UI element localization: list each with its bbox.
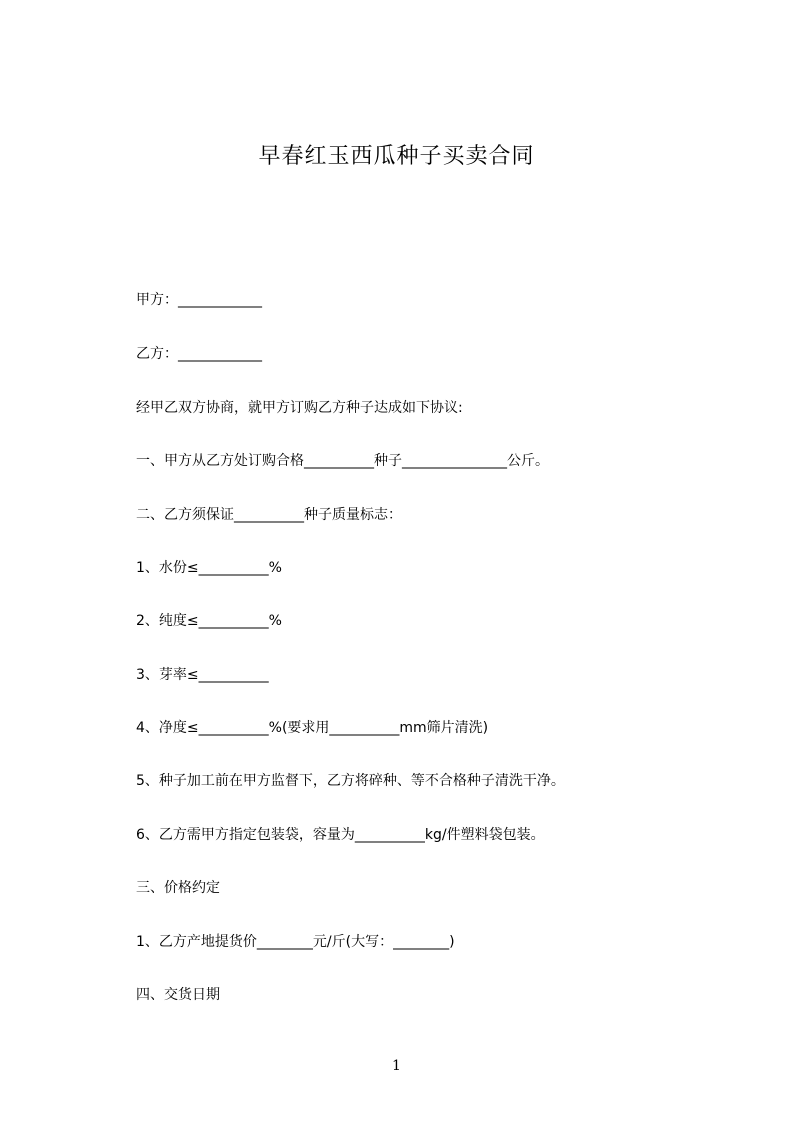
quality-germination: 3、芽率≤__________ — [136, 667, 269, 683]
document-title: 早春红玉西瓜种子买卖合同 — [258, 144, 535, 169]
quality-processing: 5、种子加工前在甲方监督下，乙方将碎种、等不合格种子清洗干净。 — [136, 773, 565, 789]
price-pickup: 1、乙方产地提货价________元/斤(大写：________) — [136, 934, 455, 950]
quality-purity: 2、纯度≤__________% — [136, 613, 282, 629]
clause-4-delivery: 四、交货日期 — [136, 987, 220, 1003]
page-number: 1 — [392, 1058, 401, 1074]
party-a-line: 甲方：____________ — [136, 292, 262, 308]
quality-packaging: 6、乙方需甲方指定包装袋，容量为__________kg/件塑料袋包装。 — [136, 827, 545, 843]
quality-moisture: 1、水份≤__________% — [136, 560, 282, 576]
agreement-intro: 经甲乙双方协商，就甲方订购乙方种子达成如下协议: — [136, 400, 463, 416]
clause-1-order: 一、甲方从乙方处订购合格__________种子_______________公斤。 — [136, 453, 549, 469]
clause-2-quality: 二、乙方须保证__________种子质量标志： — [136, 507, 402, 523]
party-b-line: 乙方：____________ — [136, 346, 262, 362]
clause-3-price: 三、价格约定 — [136, 880, 220, 896]
quality-cleanliness: 4、净度≤__________%(要求用__________mm筛片清洗) — [136, 720, 489, 736]
